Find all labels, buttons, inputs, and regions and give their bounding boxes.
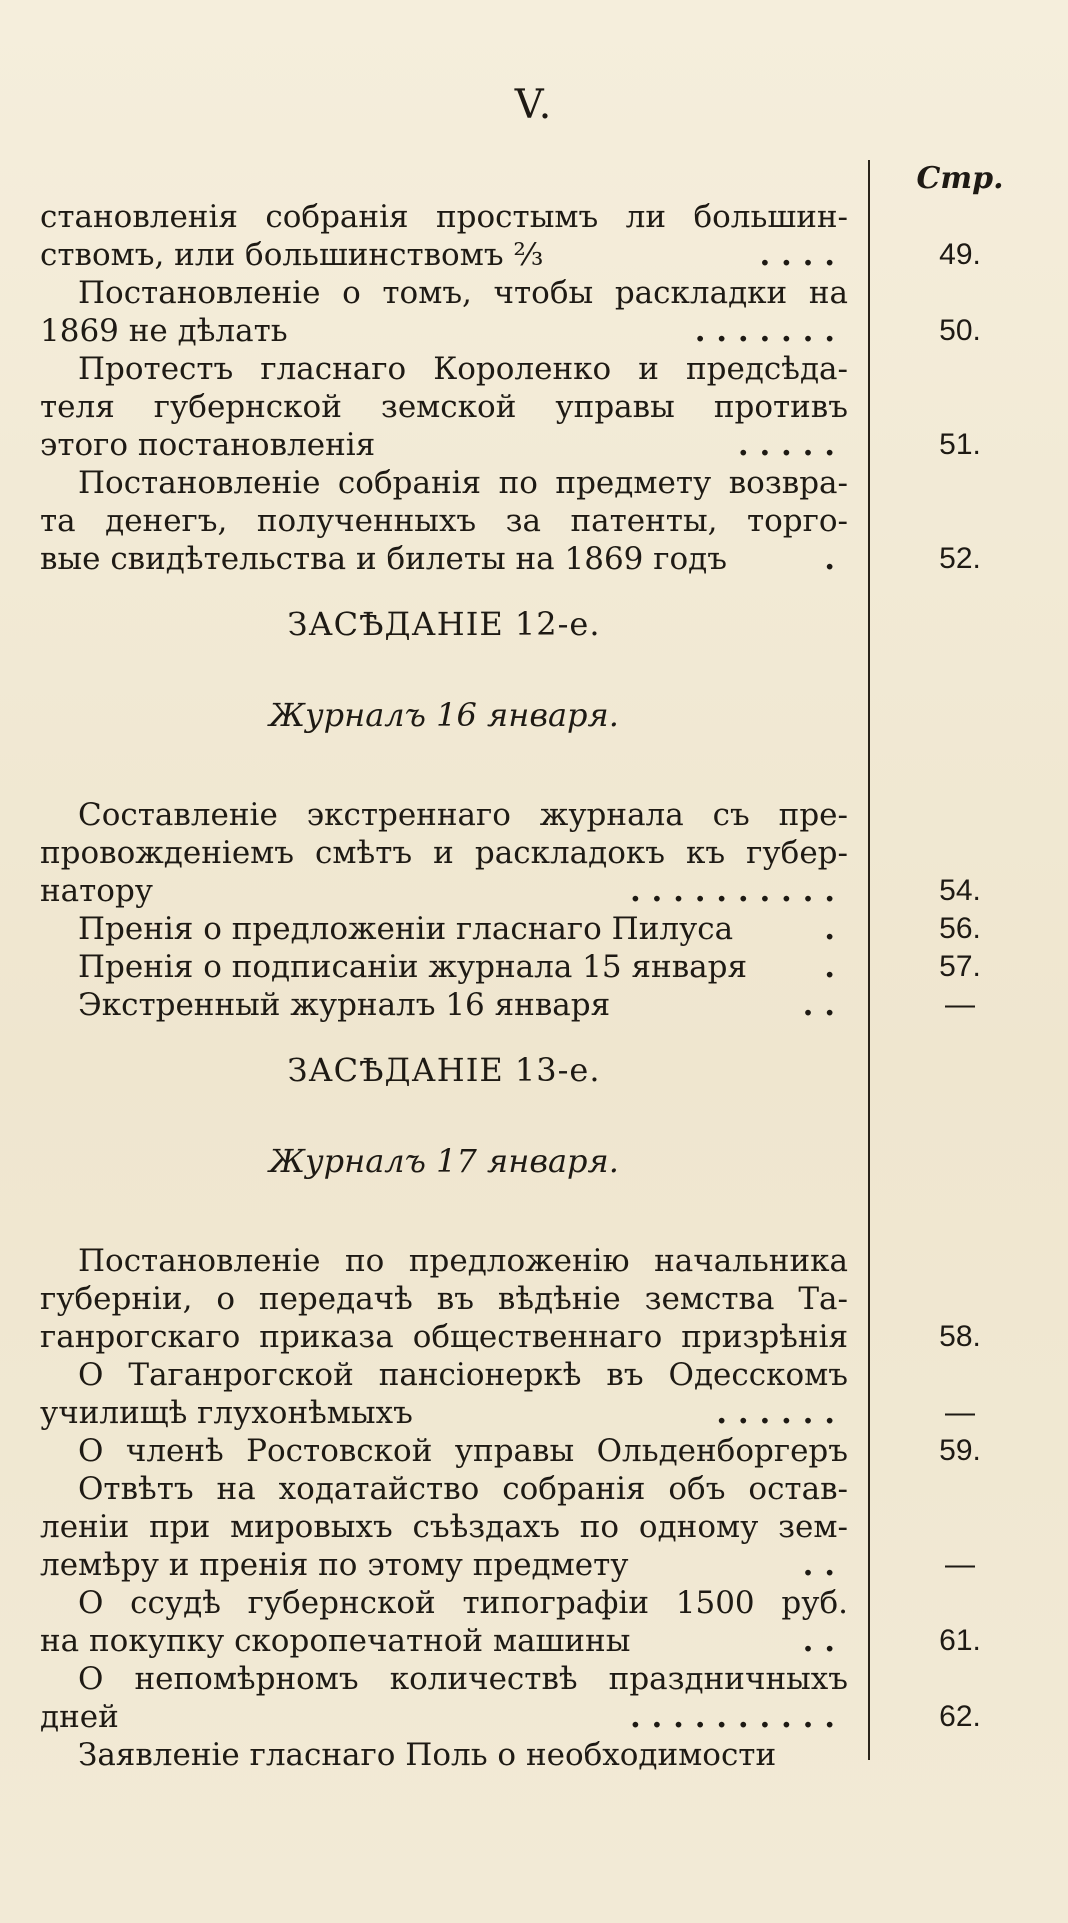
toc-line xyxy=(40,502,1050,540)
toc-line-text: ствомъ, или большинствомъ ²⁄₃ xyxy=(40,237,544,273)
toc-line-text: училищѣ глухонѣмыхъ xyxy=(40,1395,413,1431)
toc-line xyxy=(40,1280,1050,1318)
toc-line-text: О непомѣрномъ количествѣ праздничныхъ xyxy=(78,1661,848,1697)
leader-dots: . . xyxy=(802,987,835,1023)
toc-line-text: Постановленіе собранія по предмету возвра- xyxy=(78,465,848,501)
page-ref: 49. xyxy=(939,238,981,271)
journal-subheading: Журналъ 17 января. xyxy=(269,1142,619,1180)
toc-line xyxy=(40,1698,1050,1736)
journal-subheading: Журналъ 16 января. xyxy=(269,696,619,734)
toc-line xyxy=(40,1470,1050,1508)
toc-line-text: дней xyxy=(40,1699,119,1735)
toc-line xyxy=(40,1432,1050,1470)
toc-line xyxy=(40,198,1050,236)
toc-line-text: ганрогскаго приказа общественнаго призрѣнія xyxy=(40,1319,848,1355)
column-header-row xyxy=(40,160,1050,198)
toc-line xyxy=(40,796,1050,834)
page-ref: 61. xyxy=(939,1624,981,1657)
leader-dots: . . xyxy=(802,1623,835,1659)
toc-line-text: Заявленіе гласнаго Поль о необходимости xyxy=(78,1737,777,1773)
toc-line xyxy=(40,910,1050,948)
toc-line-text: Пренія о подписаніи журнала 15 января xyxy=(78,949,748,985)
toc-line xyxy=(40,948,1050,986)
leader-dots: . . . . xyxy=(759,237,835,273)
table-of-contents xyxy=(40,160,1050,1774)
toc-line-text: Отвѣтъ на ходатайство собранія объ остав- xyxy=(78,1471,848,1507)
toc-line-text: О Таганрогской пансіонеркѣ въ Одесскомъ xyxy=(78,1357,848,1393)
page-ref: 59. xyxy=(939,1434,981,1467)
leader-dots: . . . . . . . . . . xyxy=(629,873,835,909)
page-ref: 54. xyxy=(939,874,981,907)
toc-line-text: лемѣру и пренія по этому предмету xyxy=(40,1547,629,1583)
page-ref: 56. xyxy=(939,912,981,945)
toc-line-text: теля губернской земской управы противъ xyxy=(40,389,848,425)
toc-line xyxy=(40,872,1050,910)
toc-line-text: О членѣ Ростовской управы Ольденборгеръ xyxy=(78,1433,848,1469)
toc-line xyxy=(40,1622,1050,1660)
toc-line xyxy=(40,1546,1050,1584)
leader-dots: . xyxy=(824,541,835,577)
toc-line-text: становленія собранія простымъ ли большин- xyxy=(40,199,848,235)
toc-line-text: на покупку скоропечатной машины xyxy=(40,1623,631,1659)
leader-dots: . xyxy=(824,911,835,947)
toc-line xyxy=(40,350,1050,388)
leader-dots: . . xyxy=(802,1547,835,1583)
toc-line xyxy=(40,1660,1050,1698)
toc-line xyxy=(40,986,1050,1024)
leader-dots: . . . . . . xyxy=(716,1395,835,1431)
toc-line-text: натору xyxy=(40,873,154,909)
toc-line xyxy=(40,1394,1050,1432)
toc-line xyxy=(40,540,1050,578)
toc-line-text: 1869 не дѣлать xyxy=(40,313,288,349)
leader-dots: . . . . . . . . . . xyxy=(629,1699,835,1735)
session-heading: ЗАСѢДАНІЕ 13-е. xyxy=(287,1051,601,1089)
toc-line xyxy=(40,426,1050,464)
page-ref: — xyxy=(945,988,975,1021)
page-ref: 57. xyxy=(939,950,981,983)
page-ref: — xyxy=(945,1396,975,1429)
toc-line-text: леніи при мировыхъ съѣздахъ по одному зем- xyxy=(40,1509,848,1545)
toc-line-text: О ссудѣ губернской типографіи 1500 руб. xyxy=(78,1585,848,1621)
toc-line-text: Постановленіе о томъ, чтобы раскладки на xyxy=(78,275,848,311)
page-ref: 50. xyxy=(939,314,981,347)
toc-line-text: этого постановленія xyxy=(40,427,376,463)
toc-line-text: Протестъ гласнаго Короленко и предсѣда- xyxy=(78,351,848,387)
toc-line-text: Постановленіе по предложенію начальника xyxy=(78,1243,848,1279)
toc-line xyxy=(40,464,1050,502)
leader-dots: . xyxy=(824,949,835,985)
page-ref: 52. xyxy=(939,542,981,575)
toc-line-text: провожденіемъ смѣтъ и раскладокъ къ губер- xyxy=(40,835,848,871)
toc-line xyxy=(40,1736,1050,1774)
toc-line-text: вые свидѣтельства и билеты на 1869 годъ xyxy=(40,541,727,577)
page-ref: 51. xyxy=(939,428,981,461)
session-heading: ЗАСѢДАНІЕ 12-е. xyxy=(287,605,601,643)
toc-line xyxy=(40,1318,1050,1356)
page-number: V. xyxy=(514,82,554,128)
toc-line xyxy=(40,834,1050,872)
spacer xyxy=(40,770,1050,796)
spacer xyxy=(40,1216,1050,1242)
toc-line xyxy=(40,236,1050,274)
toc-line xyxy=(40,388,1050,426)
toc-line xyxy=(40,1508,1050,1546)
toc-line-text: губерніи, о передачѣ въ вѣдѣніе земства Та- xyxy=(40,1281,848,1317)
toc-line-text: Пренія о предложеніи гласнаго Пилуса xyxy=(78,911,734,947)
leader-dots: . . . . . . . xyxy=(694,313,835,349)
toc-line-text: Экстренный журналъ 16 января xyxy=(78,987,611,1023)
leader-dots: . . . . . xyxy=(737,427,835,463)
toc-line-text: та денегъ, полученныхъ за патенты, торго- xyxy=(40,503,848,539)
page-ref: 62. xyxy=(939,1700,981,1733)
toc-line xyxy=(40,1356,1050,1394)
toc-line xyxy=(40,1242,1050,1280)
toc-line xyxy=(40,312,1050,350)
toc-line xyxy=(40,1584,1050,1622)
toc-line-text: Составленіе экстреннаго журнала съ пре- xyxy=(78,797,848,833)
page-ref: 58. xyxy=(939,1320,981,1353)
toc-line xyxy=(40,274,1050,312)
page-column-header: Стр. xyxy=(916,161,1004,196)
page-ref: — xyxy=(945,1548,975,1581)
